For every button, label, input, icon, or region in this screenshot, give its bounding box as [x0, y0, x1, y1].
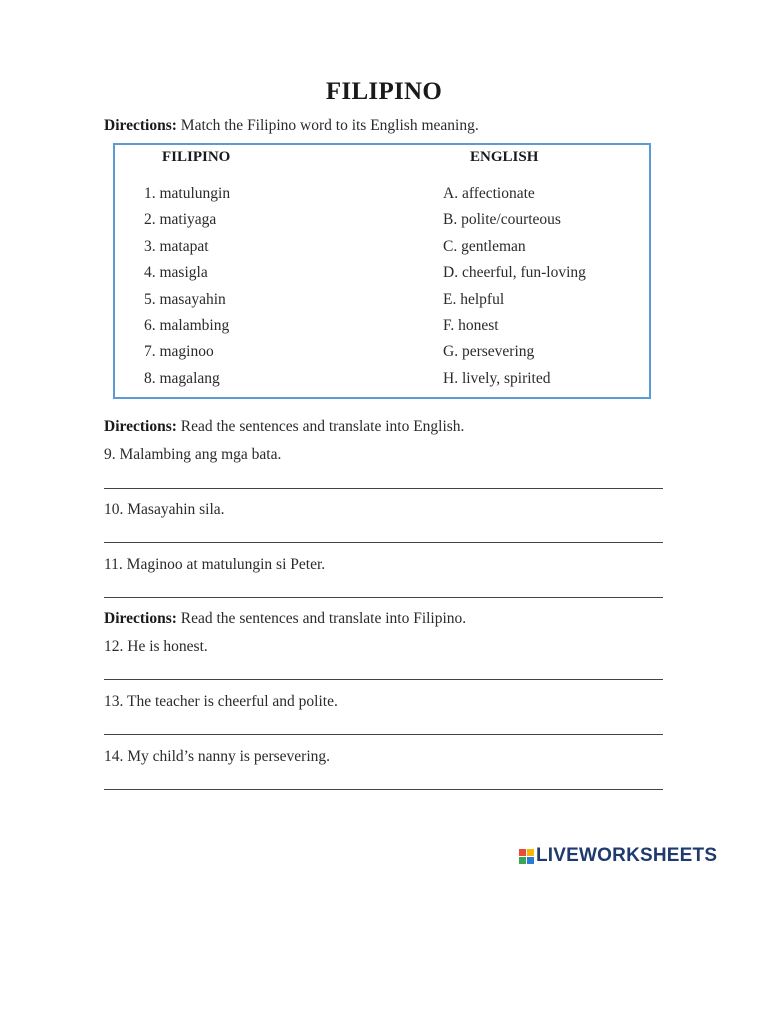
directions-text: Read the sentences and translate into English. — [176, 418, 465, 435]
english-meaning-g[interactable]: G. persevering — [443, 343, 535, 361]
directions-text: Read the sentences and translate into Filipino. — [176, 610, 467, 627]
logo-mark-square — [519, 857, 526, 864]
filipino-word-4[interactable]: 4. masigla — [144, 264, 208, 282]
english-meaning-c[interactable]: C. gentleman — [443, 237, 526, 255]
logo-text: LIVEWORKSHEETS — [536, 845, 718, 866]
english-meaning-e[interactable]: E. helpful — [443, 290, 505, 308]
question-9: 9. Malambing ang mga bata. — [104, 446, 282, 463]
filipino-word-6[interactable]: 6. malambing — [144, 317, 230, 334]
directions-text: Match the Filipino word to its English meaning. — [176, 117, 479, 134]
filipino-word-1[interactable]: 1. matulungin — [144, 185, 231, 202]
filipino-word-8[interactable]: 8. magalang — [144, 369, 220, 387]
directions-label: Directions: — [104, 117, 177, 134]
answer-line-11[interactable] — [104, 597, 663, 598]
logo-mark-square — [519, 849, 526, 856]
answer-line-10[interactable] — [104, 542, 663, 543]
question-14: 14. My child’s nanny is persevering. — [104, 748, 331, 765]
filipino-word-5[interactable]: 5. masayahin — [144, 290, 226, 308]
liveworksheets-logo — [519, 845, 717, 867]
logo-mark-square — [527, 849, 534, 856]
column-header-filipino: FILIPINO — [162, 149, 231, 165]
filipino-word-2[interactable]: 2. matiyaga — [144, 211, 217, 229]
filipino-word-3[interactable]: 3. matapat — [144, 237, 209, 255]
directions-translate-filipino — [104, 610, 466, 628]
filipino-word-7[interactable]: 7. maginoo — [144, 343, 214, 361]
logo-mark-square — [527, 857, 534, 864]
answer-line-13[interactable] — [104, 734, 663, 735]
answer-line-9[interactable] — [104, 488, 663, 489]
logo-mark-icon — [519, 849, 534, 864]
question-12: 12. He is honest. — [104, 638, 208, 655]
question-13: 13. The teacher is cheerful and polite. — [104, 693, 338, 710]
directions-label: Directions: — [104, 610, 177, 627]
english-meaning-d[interactable]: D. cheerful, fun-loving — [443, 264, 586, 282]
answer-line-12[interactable] — [104, 679, 663, 680]
directions-label: Directions: — [104, 418, 177, 435]
directions-translate-english — [104, 418, 464, 436]
english-meaning-b[interactable]: B. polite/courteous — [443, 211, 561, 229]
english-meaning-f[interactable]: F. honest — [443, 317, 499, 334]
question-11: 11. Maginoo at matulungin si Peter. — [104, 556, 326, 573]
column-header-english: ENGLISH — [470, 149, 539, 165]
english-meaning-a[interactable]: A. affectionate — [443, 185, 535, 202]
page-title: FILIPINO — [325, 78, 443, 105]
question-10: 10. Masayahin sila. — [104, 501, 225, 518]
answer-line-14[interactable] — [104, 789, 663, 790]
directions-match — [104, 117, 479, 135]
english-meaning-h[interactable]: H. lively, spirited — [443, 369, 551, 387]
